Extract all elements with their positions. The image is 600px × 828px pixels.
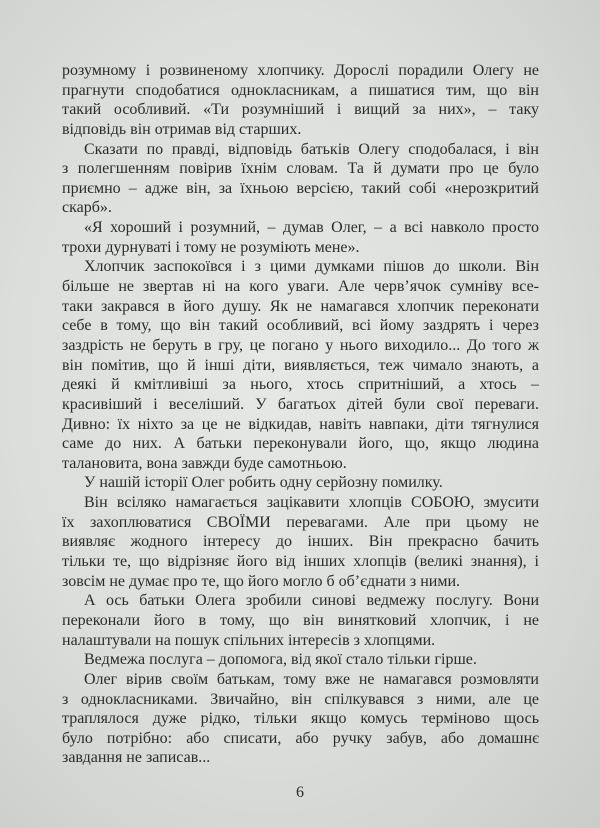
text-line: скарб». (62, 199, 112, 217)
text-line: деякі й кмітливіші за нього, хтось спритніший, а хтось – (62, 376, 539, 394)
text-line: Дивно: їх ніхто за це не відкидав, навіть навпаки, діти тягнулися (62, 415, 539, 433)
paragraph (62, 140, 539, 219)
text-line: таки закрався в його душу. Як не намагався хлопчик переконати (62, 297, 539, 315)
text-line: Сказати по правді, відповідь батьків Олегу сподобалася, і він (84, 140, 539, 158)
text-line: він помітив, що й інші діти, виявляється, теж чимало знають, а (62, 356, 539, 374)
text-line: Він всіляко намагається зацікавити хлопців СОБОЮ, змусити (84, 494, 539, 512)
paragraph (62, 670, 539, 768)
text-line: приємно – адже він, за їхньою версією, такий собі «нерозкритий (62, 179, 539, 197)
text-line: заздрість не беруть в гру, це погано у нього виходило... До того ж (62, 336, 539, 354)
paragraph (62, 473, 539, 493)
text-line: налаштували на пошук спільних інтересів з хлопцями. (62, 631, 436, 649)
text-line: саме до них. А батьки переконували його, що, якщо людина (62, 435, 539, 453)
text-line: було потрібно: або списати, або ручку забув, або домашнє (62, 729, 539, 747)
text-line: трохи дурнуваті і тому не розуміють мене». (62, 238, 360, 256)
text-line: красивіший і веселіший. У багатьох дітей були свої переваги. (62, 395, 539, 413)
page-number: 6 (296, 784, 304, 801)
paragraph (62, 61, 539, 140)
text-line: розумному і розвиненому хлопчику. Дорослі порадили Олегу не (62, 62, 539, 79)
text-line: такий особливий. «Ти розумніший і вищий за них», – таку (62, 101, 539, 119)
paragraph (62, 650, 539, 670)
text-line: Ведмежа послуга – допомога, від якої стало тільки гірше. (84, 651, 477, 669)
text-line: їх захоплюватися СВОЇМИ перевагами. Але при цьому не (62, 513, 539, 531)
text-line: тільки те, що відрізняє його від інших хлопців (великі знання), і (62, 553, 539, 571)
text-line: Олег вірив своїм батькам, тому вже не намагався розмовляти (84, 670, 539, 688)
text-line: більше не звертав ні на кого уваги. Але черв’ячок сумніву все- (62, 278, 539, 296)
page-body-text (62, 61, 539, 768)
paragraph (62, 257, 539, 473)
text-line: траплялося дуже рідко, тільки якщо комусь терміново щось (62, 710, 539, 728)
text-line: талановита, вона завжди буде самотньою. (62, 454, 347, 472)
text-line: переконали його в тому, що він винятковий хлопчик, і не (62, 611, 539, 629)
paragraph (62, 591, 539, 650)
text-line: зовсім не думає про те, що його могло б об’єднати з ними. (62, 572, 461, 590)
text-line: з однокласниками. Звичайно, він спілкувався з ними, але це (62, 690, 539, 708)
text-line: завдання не записав... (62, 749, 211, 767)
text-line: відповідь він отримав від старших. (62, 120, 302, 138)
text-line: виявляє жодного інтересу до інших. Він прекрасно бачить (62, 533, 539, 551)
text-line: А ось батьки Олега зробили синові ведмежу послугу. Вони (84, 592, 539, 610)
paragraph (62, 493, 539, 591)
paragraph (62, 218, 539, 257)
text-line: «Я хороший і розумний, – думав Олег, – а всі навколо просто (84, 219, 539, 237)
text-line: з полегшенням повірив їхнім словам. Та й думати про це було (62, 160, 539, 178)
text-line: себе в тому, що він такий особливий, всі йому заздрять і через (62, 317, 539, 335)
text-line: Хлопчик заспокоївся і з цими думками пішов до школи. Він (84, 258, 539, 276)
text-line: прагнути сподобатися однокласникам, а пишатися тим, що він (62, 81, 539, 99)
text-line: У нашій історії Олег робить одну серйозну помилку. (84, 474, 443, 492)
